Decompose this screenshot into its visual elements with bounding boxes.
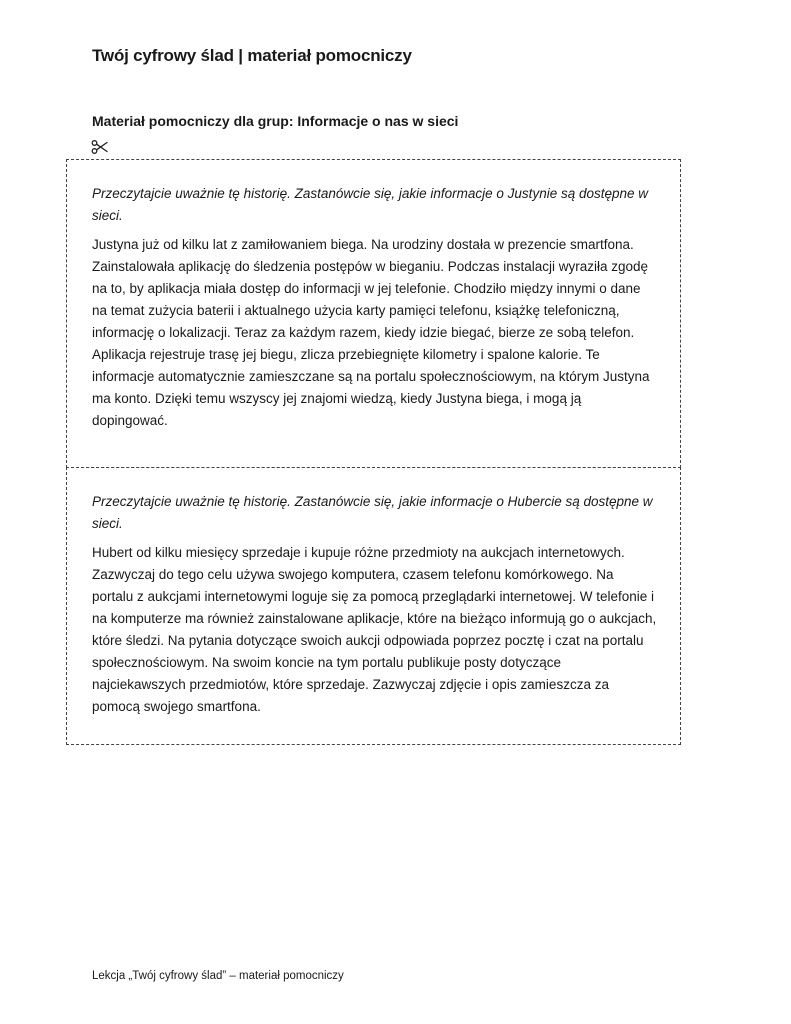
section-heading: Materiał pomocniczy dla grup: Informacje o nas w sieci bbox=[92, 113, 459, 129]
page-title: Twój cyfrowy ślad | materiał pomocniczy bbox=[92, 46, 412, 65]
story-card-hubert bbox=[66, 467, 681, 745]
page-footer: Lekcja „Twój cyfrowy ślad” – materiał pomocniczy bbox=[92, 970, 344, 982]
card-instruction: Przeczytajcie uważnie tę historię. Zastanówcie się, jakie informacje o Justynie są dostępne w sieci. bbox=[92, 186, 649, 223]
scissors-icon bbox=[91, 138, 109, 156]
card-instruction: Przeczytajcie uważnie tę historię. Zastanówcie się, jakie informacje o Hubercie są dostępne w sieci. bbox=[92, 494, 653, 531]
card-story: Hubert od kilku miesięcy sprzedaje i kupuje różne przedmioty na aukcjach internetowych. Zazwyczaj do tego celu używa swojego komputera, czasem telefonu komórkowego. Na portalu z aukcjami internetowymi loguje się za pomocą przeglądarki internetowej. W telefonie i na komputerze ma również zainstalowane aplikacje, które na bieżąco informują go o aukcjach, które śledzi. Na pytania dotyczące swoich aukcji odpowiada poprzez pocztę i czat na portalu społecznościowym. Na swoim koncie na tym portalu publikuje posty dotyczące najciekawszych przedmiotów, które sprzedaje. Zazwyczaj zdjęcie i opis zamieszcza za pomocą swojego smartfona. bbox=[92, 545, 657, 714]
card-story: Justyna już od kilku lat z zamiłowaniem biega. Na urodziny dostała w prezencie smartfona. Zainstalowała aplikację do śledzenia postępów w bieganiu. Podczas instalacji wyraziła zgodę na to, by aplikacja miała dostęp do informacji w jej telefonie. Chodziło między innymi o dane na temat zużycia baterii i aktualnego użycia karty pamięci telefonu, książkę telefoniczną, informację o lokalizacji. Teraz za każdym razem, kiedy idzie biegać, bierze ze sobą telefon. Aplikacja rejestruje trasę jej biegu, zlicza przebiegnięte kilometry i spalone kalorie. Te informacje automatycznie zamieszczane są na portalu społecznościowym, na którym Justyna ma konto. Dzięki temu wszyscy jej znajomi wiedzą, kiedy Justyna biega, i mogą ją dopingować. bbox=[92, 237, 650, 428]
story-card-justyna bbox=[66, 159, 681, 468]
